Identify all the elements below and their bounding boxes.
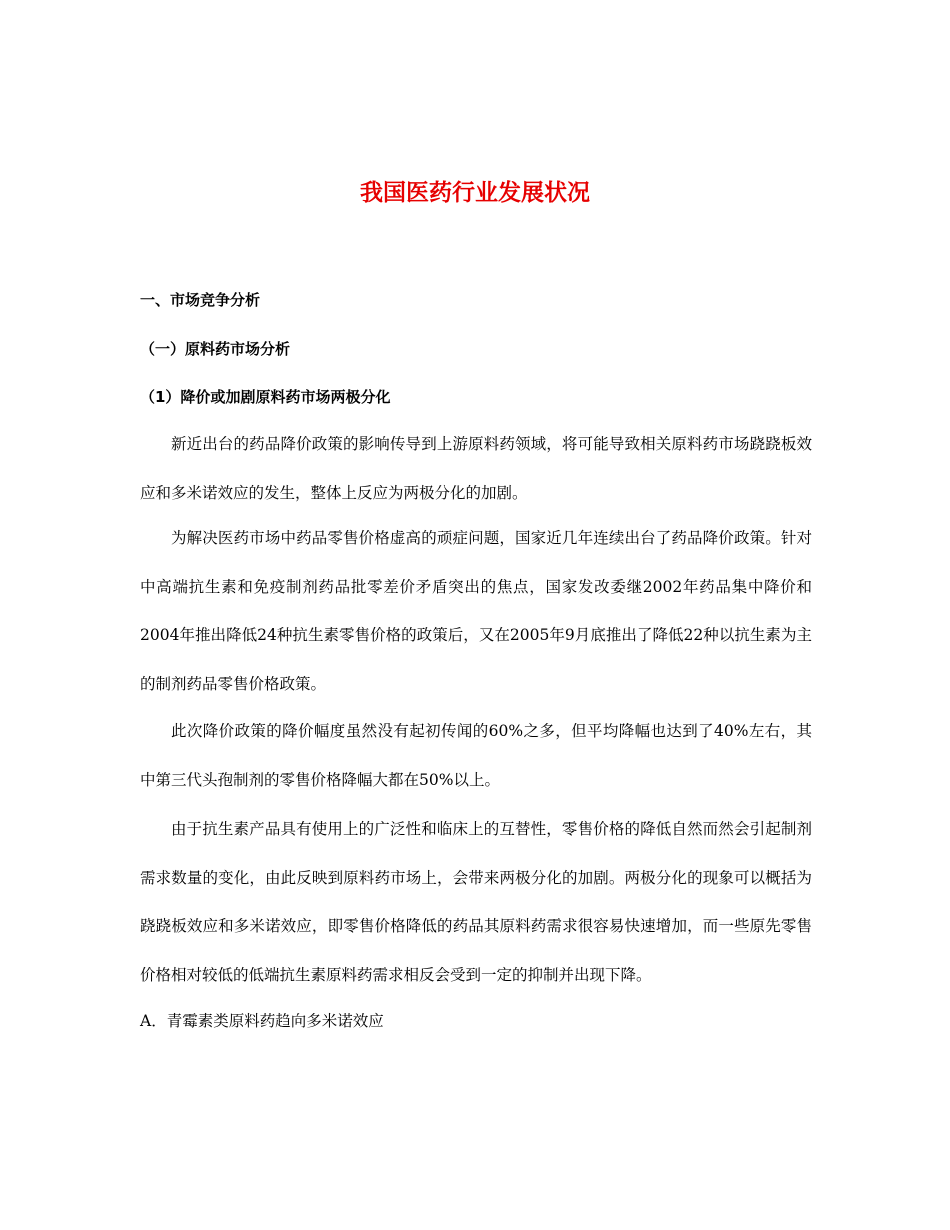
paragraph-2: 为解决医药市场中药品零售价格虚高的顽症问题，国家近几年连续出台了药品降价政策。针对中高端抗生素和免疫制剂药品批零差价矛盾突出的焦点，国家发改委继2002年药品集中降价和2004年推出降低24种抗生素零售价格的政策后，又在2005年9月底推出了降低22种以抗生素为主的制剂药品零售价格政策。 [140, 529, 812, 693]
item-heading: （1）降价或加剧原料药市场两极分化 [140, 388, 391, 406]
paragraph-4: 由于抗生素产品具有使用上的广泛性和临床上的互替性，零售价格的降低自然而然会引起制剂需求数量的变化，由此反映到原料药市场上，会带来两极分化的加剧。两极分化的现象可以概括为跷跷板效应和多米诺效应，即零售价格降低的药品其原料药需求很容易快速增加，而一些原先零售价格相对较低的低端抗生素原料药需求相反会受到一定的抑制并出现下降。 [140, 820, 812, 984]
document-title: 我国医药行业发展状况 [360, 180, 590, 206]
subsection-heading: （一）原料药市场分析 [140, 340, 291, 358]
paragraph-1: 新近出台的药品降价政策的影响传导到上游原料药领域，将可能导致相关原料药市场跷跷板效应和多米诺效应的发生，整体上反应为两极分化的加剧。 [140, 435, 812, 502]
paragraph-3: 此次降价政策的降价幅度虽然没有起初传闻的60%之多，但平均降幅也达到了40%左右，其中第三代头孢制剂的零售价格降幅大都在50%以上。 [140, 722, 812, 789]
section-heading: 一、市场竞争分析 [140, 291, 261, 309]
subitem-heading: A．青霉素类原料药趋向多米诺效应 [140, 1012, 384, 1030]
